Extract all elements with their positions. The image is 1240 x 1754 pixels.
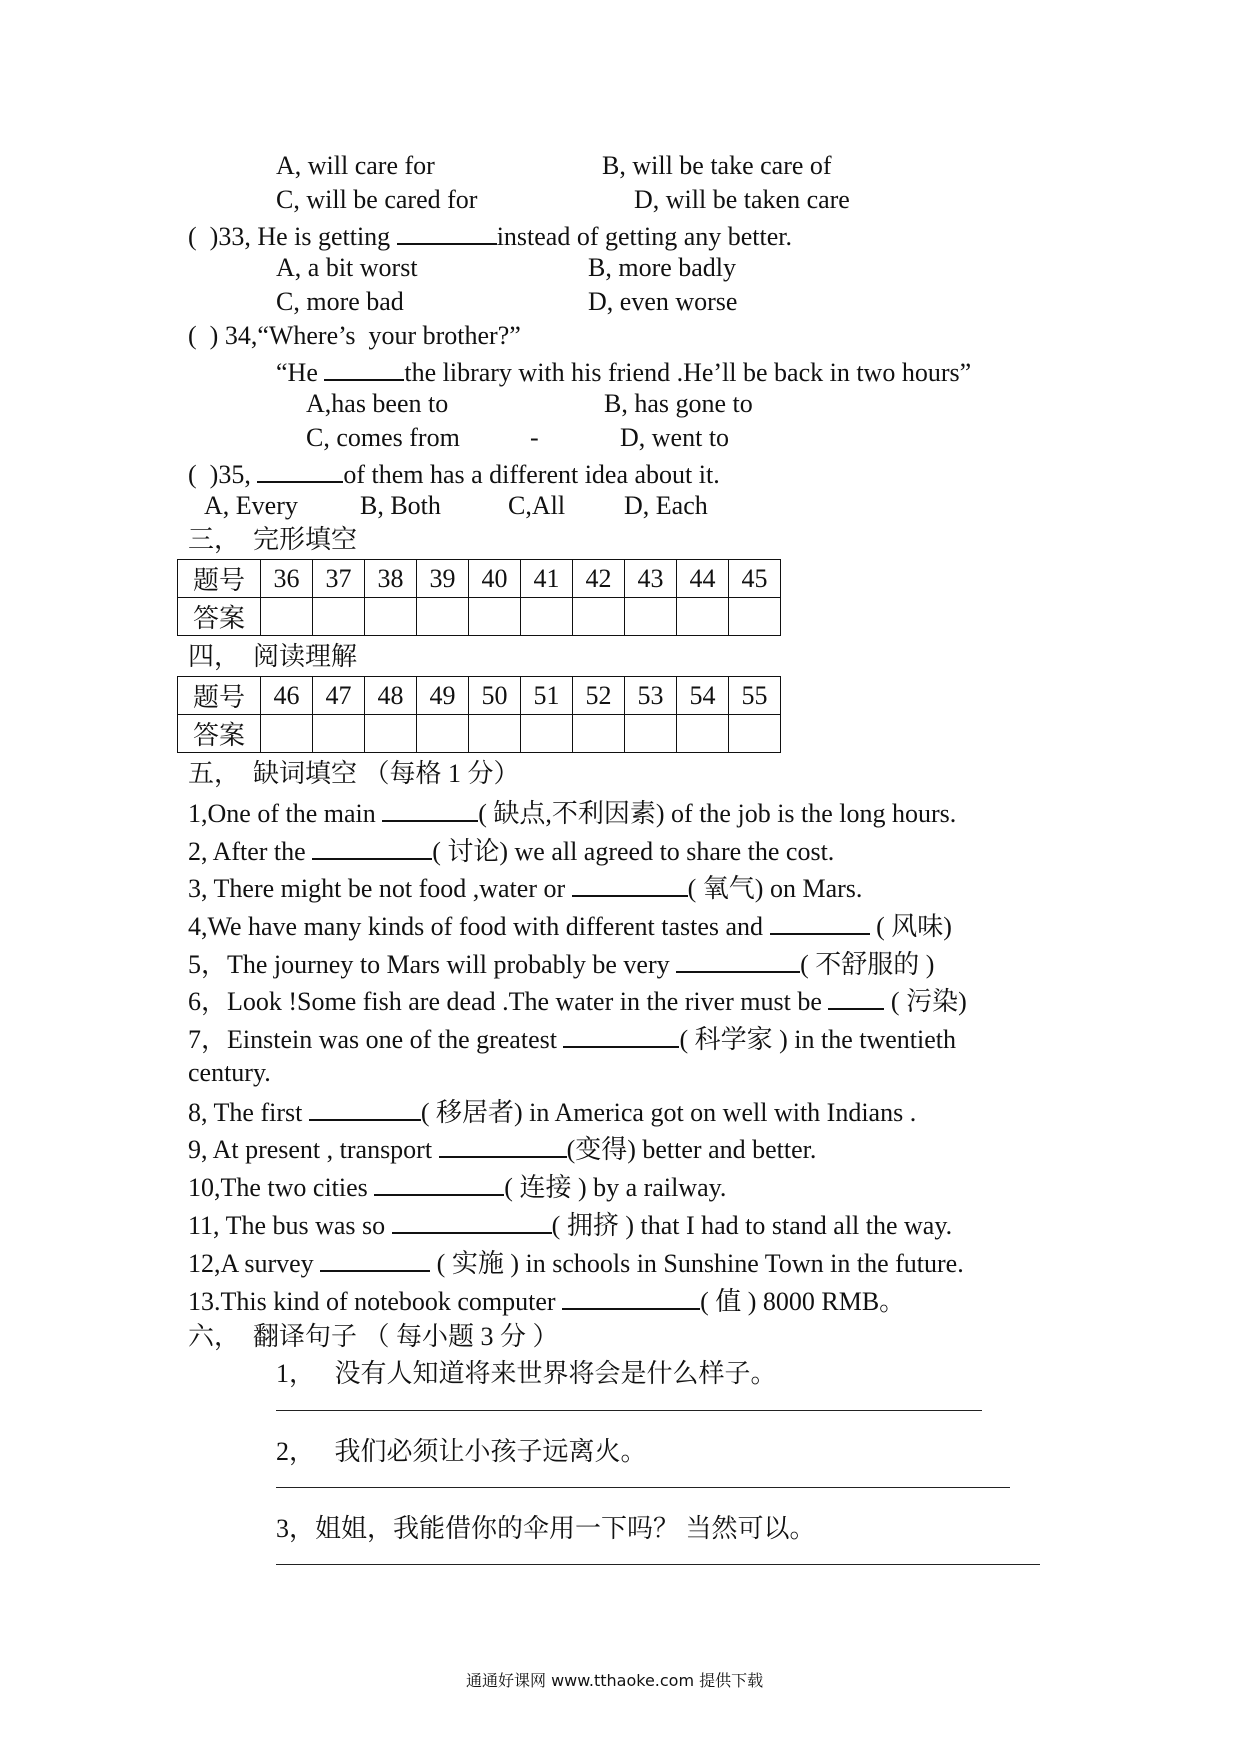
section3-title: 三， 完形填空 (188, 525, 358, 554)
answer-blank[interactable] (324, 355, 404, 381)
fill-item: 13.This kind of notebook computer ( 值 ) 8000 RMB。 (188, 1284, 905, 1317)
table-row (178, 715, 781, 753)
answer-cell[interactable] (677, 598, 729, 636)
answer-line[interactable] (276, 1487, 1010, 1488)
answer-line[interactable] (276, 1564, 1040, 1565)
answer-cell[interactable] (365, 598, 417, 636)
answer-blank[interactable] (439, 1132, 567, 1158)
answer-cell[interactable] (313, 598, 365, 636)
question-number: 45 (729, 560, 781, 598)
q32-option-c: C, will be cared for (276, 185, 478, 214)
question-number: 37 (313, 560, 365, 598)
question-number: 46 (261, 677, 313, 715)
q32-option-d: D, will be taken care (634, 185, 850, 214)
fill-item: 2, After the ( 讨论) we all agreed to share the cost. (188, 834, 834, 867)
answer-cell[interactable] (313, 715, 365, 753)
question-number: 41 (521, 560, 573, 598)
q34-option-c: C, comes from (306, 423, 460, 452)
answer-blank[interactable] (312, 834, 432, 860)
fill-item: 1,One of the main ( 缺点,不利因素) of the job is the long hours. (188, 796, 956, 829)
answer-cell[interactable] (677, 715, 729, 753)
question-number: 49 (417, 677, 469, 715)
answer-cell[interactable] (625, 715, 677, 753)
answer-blank[interactable] (828, 984, 884, 1010)
translation-prompt: 3，姐姐，我能借你的伞用一下吗？ 当然可以。 (276, 1514, 816, 1543)
q34-stem: ( ) 34,“Where’s your brother?” (188, 321, 521, 350)
question-number: 48 (365, 677, 417, 715)
answer-blank[interactable] (676, 947, 800, 973)
answer-cell[interactable] (417, 598, 469, 636)
answer-cell[interactable] (573, 715, 625, 753)
fill-item: 3, There might be not food ,water or ( 氧气) on Mars. (188, 871, 862, 904)
answer-blank[interactable] (572, 871, 688, 897)
fill-item: 9, At present , transport (变得) better and better. (188, 1132, 816, 1165)
answer-cell[interactable] (625, 598, 677, 636)
answer-cell[interactable] (417, 715, 469, 753)
answer-blank[interactable] (320, 1246, 430, 1272)
q34-sentence: “He the library with his friend .He’ll be back in two hours” (276, 355, 971, 388)
q35-option-a: A, Every (204, 491, 298, 520)
question-number: 43 (625, 560, 677, 598)
fill-item: 5，The journey to Mars will probably be very ( 不舒服的 ) (188, 947, 934, 980)
question-number: 38 (365, 560, 417, 598)
answer-blank[interactable] (392, 1208, 552, 1234)
fill-item: 8, The first ( 移居者) in America got on well with Indians . (188, 1095, 916, 1128)
answer-cell[interactable] (469, 598, 521, 636)
question-number: 39 (417, 560, 469, 598)
question-number: 52 (573, 677, 625, 715)
row-header-number: 题号 (178, 560, 261, 598)
answer-cell[interactable] (365, 715, 417, 753)
fill-item: 10,The two cities ( 连接 ) by a railway. (188, 1170, 726, 1203)
answer-blank[interactable] (563, 1022, 679, 1048)
answer-cell[interactable] (729, 715, 781, 753)
table-row (178, 560, 781, 598)
answer-blank[interactable] (562, 1284, 700, 1310)
fill-item: 11, The bus was so ( 拥挤 ) that I had to stand all the way. (188, 1208, 952, 1241)
answer-line[interactable] (276, 1410, 982, 1411)
table-row (178, 598, 781, 636)
fill-item-continuation: century. (188, 1058, 271, 1087)
answer-cell[interactable] (261, 598, 313, 636)
fill-item: 4,We have many kinds of food with different tastes and ( 风味) (188, 909, 952, 942)
section5-title: 五， 缺词填空 （每格 1 分） (188, 759, 520, 788)
answer-cell[interactable] (521, 598, 573, 636)
answer-cell[interactable] (521, 715, 573, 753)
answer-blank[interactable] (309, 1095, 421, 1121)
answer-blank[interactable] (382, 796, 478, 822)
row-header-answer: 答案 (178, 598, 261, 636)
q33-option-a: A, a bit worst (276, 253, 418, 282)
answer-blank[interactable] (257, 457, 343, 483)
question-number: 51 (521, 677, 573, 715)
question-number: 55 (729, 677, 781, 715)
question-number: 50 (469, 677, 521, 715)
question-number: 44 (677, 560, 729, 598)
row-header-answer: 答案 (178, 715, 261, 753)
answer-blank[interactable] (374, 1170, 504, 1196)
answer-cell[interactable] (729, 598, 781, 636)
footer-credit: 通通好课网 www.tthaoke.com 提供下载 (466, 1671, 764, 1690)
q34-option-a: A,has been to (306, 389, 449, 418)
section4-title: 四， 阅读理解 (188, 642, 358, 671)
q33-option-b: B, more badly (588, 253, 737, 282)
q35-option-b: B, Both (360, 491, 441, 520)
question-number: 42 (573, 560, 625, 598)
answer-cell[interactable] (573, 598, 625, 636)
section6-title: 六， 翻译句子 （ 每小题 3 分 ） (188, 1322, 559, 1351)
q32-option-a: A, will care for (276, 151, 435, 180)
translation-prompt: 1， 没有人知道将来世界将会是什么样子。 (276, 1359, 777, 1388)
answer-cell[interactable] (261, 715, 313, 753)
q35-option-d: D, Each (624, 491, 708, 520)
q34-dash: - (530, 423, 539, 452)
q34-option-d: D, went to (620, 423, 730, 452)
question-number: 36 (261, 560, 313, 598)
q35-option-c: C,All (508, 491, 566, 520)
reading-answer-table (177, 676, 781, 753)
answer-blank[interactable] (397, 219, 497, 245)
q35-stem: ( )35, of them has a different idea about it. (188, 457, 720, 490)
row-header-number: 题号 (178, 677, 261, 715)
translation-prompt: 2， 我们必须让小孩子远离火。 (276, 1437, 647, 1466)
answer-cell[interactable] (469, 715, 521, 753)
question-number: 54 (677, 677, 729, 715)
answer-blank[interactable] (770, 909, 870, 935)
table-row (178, 677, 781, 715)
cloze-answer-table (177, 559, 781, 636)
q33-option-d: D, even worse (588, 287, 738, 316)
question-number: 47 (313, 677, 365, 715)
fill-item: 6，Look !Some fish are dead .The water in the river must be ( 污染) (188, 984, 967, 1017)
question-number: 40 (469, 560, 521, 598)
q33-stem: ( )33, He is getting instead of getting any better. (188, 219, 792, 252)
question-number: 53 (625, 677, 677, 715)
q33-option-c: C, more bad (276, 287, 404, 316)
fill-item: 12,A survey ( 实施 ) in schools in Sunshine Town in the future. (188, 1246, 964, 1279)
fill-item: 7，Einstein was one of the greatest ( 科学家 ) in the twentieth (188, 1022, 956, 1055)
q32-option-b: B, will be take care of (602, 151, 832, 180)
q34-option-b: B, has gone to (604, 389, 753, 418)
